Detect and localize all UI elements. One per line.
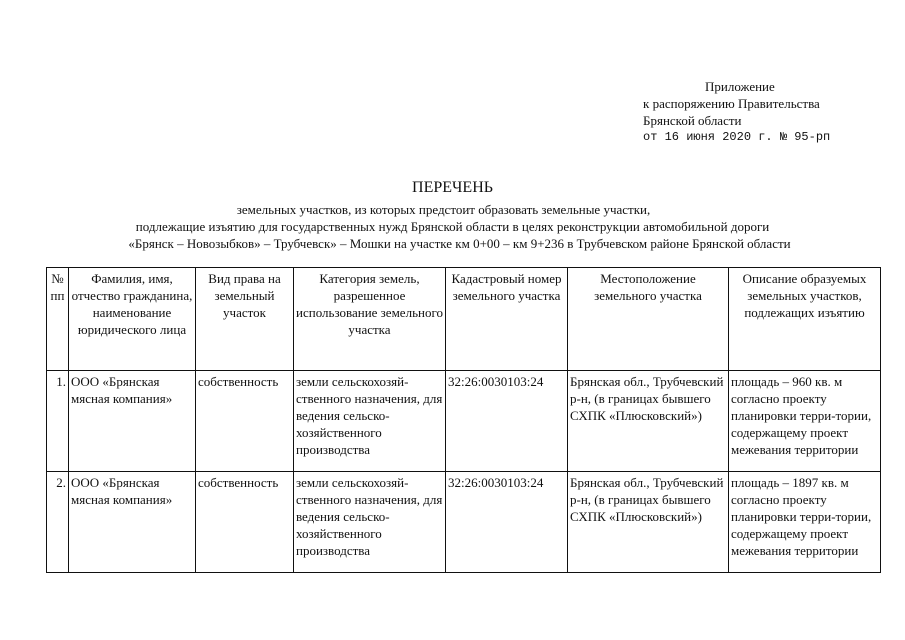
header-right-type: Вид права на земельный участок (196, 268, 294, 371)
appendix-order: к распоряжению Правительства (643, 96, 820, 111)
cell-right-type: собственность (196, 371, 294, 472)
header-owner: Фамилия, имя, отчество гражданина, наименование юридического лица (69, 268, 196, 371)
cell-cadastral-number: 32:26:0030103:24 (446, 371, 568, 472)
header-land-category: Категория земель, разрешенное использование земельного участка (294, 268, 446, 371)
header-description: Описание образуемых земельных участков, подлежащих изъятию (729, 268, 881, 371)
document-title: ПЕРЕЧЕНЬ (412, 179, 493, 196)
cell-location: Брянская обл., Трубчевский р-н, (в границах бывшего СХПК «Плюсковский») (568, 472, 729, 573)
cell-owner: ООО «Брянская мясная компания» (69, 472, 196, 573)
cell-land-category: земли сельскохозяй-ственного назначения, для ведения сельско-хозяйственного производства (294, 472, 446, 573)
subtitle-line-3: «Брянск – Новозыбков» – Трубчевск» – Мошки на участке км 0+00 – км 9+236 в Трубчевском районе Брянской области (128, 236, 791, 251)
cell-cadastral-number: 32:26:0030103:24 (446, 472, 568, 573)
document-subtitle (0, 201, 905, 252)
table-row (47, 371, 881, 472)
table-row (47, 472, 881, 573)
cell-owner: ООО «Брянская мясная компания» (69, 371, 196, 472)
cell-description: площадь – 960 кв. м согласно проекту планировки терри-тории, содержащему проект межевания территории (729, 371, 881, 472)
header-cadastral-number: Кадастровый номер земельного участка (446, 268, 568, 371)
appendix-title: Приложение (705, 79, 775, 94)
header-number: № пп (47, 268, 69, 371)
subtitle-line-1: земельных участков, из которых предстоит образовать земельные участки, (236, 202, 651, 217)
cell-description: площадь – 1897 кв. м согласно проекту планировки терри-тории, содержащему проект межевания территории (729, 472, 881, 573)
cell-land-category: земли сельскохозяй-ственного назначения, для ведения сельско-хозяйственного производства (294, 371, 446, 472)
cell-number: 1. (47, 371, 69, 472)
table-header-row (47, 268, 881, 371)
appendix-region: Брянской области (643, 113, 742, 128)
cell-location: Брянская обл., Трубчевский р-н, (в границах бывшего СХПК «Плюсковский») (568, 371, 729, 472)
land-plots-table (46, 267, 881, 573)
subtitle-line-2: подлежащие изъятию для государственных нужд Брянской области в целях реконструкции автомобильной дороги (135, 219, 770, 234)
appendix-block (643, 78, 830, 146)
header-location: Местоположение земельного участка (568, 268, 729, 371)
cell-number: 2. (47, 472, 69, 573)
cell-right-type: собственность (196, 472, 294, 573)
appendix-date-number: от 16 июня 2020 г. № 95-рп (643, 130, 831, 144)
